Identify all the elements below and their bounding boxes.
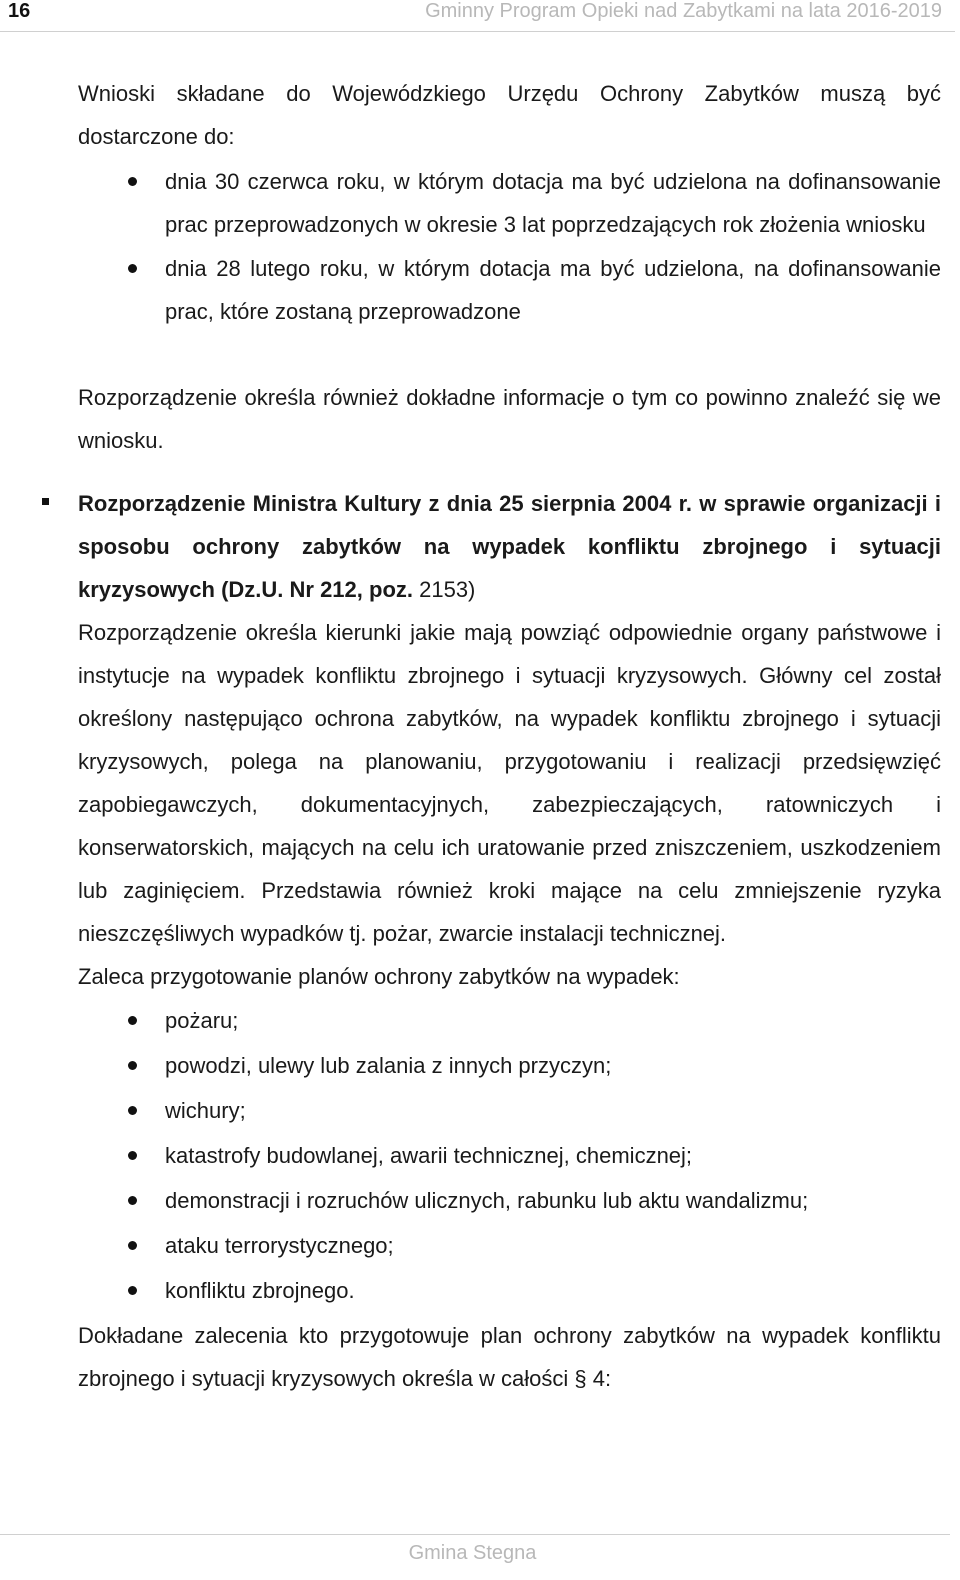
footer-text: Gmina Stegna [408,1542,537,1564]
closing-paragraph: Dokładane zalecenia kto przygotowuje plan ochrony zabytków na wypadek konfliktu zbrojnego i sytuacji kryzysowych określa w całości § 4: [78,1323,941,1391]
page-header [0,0,960,30]
deadline-item: dnia 28 lutego roku, w którym dotacja ma być udzielona, na dofinansowanie prac, które zostaną przeprowadzone [165,247,941,333]
footer-divider [0,1534,950,1535]
heading-tail-text: 2153) [413,577,476,602]
page-number: 16 [8,0,31,22]
threat-item: konfliktu zbrojnego. [165,1269,941,1313]
regulation-note: Rozporządzenie określa również dokładne informacje o tym co powinno znaleźć się we wniosku. [78,385,941,453]
header-divider [0,31,955,32]
square-bullet-icon [42,498,49,505]
threat-item: katastrofy budowlanej, awarii technicznej, chemicznej; [165,1134,941,1178]
header-title: Gminny Program Opieki nad Zabytkami na lata 2016-2019 [425,0,942,22]
regulation-section-heading [78,482,941,611]
plans-intro: Zaleca przygotowanie planów ochrony zabytków na wypadek: [78,964,680,989]
threat-list [78,999,941,1313]
intro-paragraph: Wnioski składane do Wojewódzkiego Urzędu Ochrony Zabytków muszą być dostarczone do: [78,81,941,149]
threat-item: demonstracji i rozruchów ulicznych, rabunku lub aktu wandalizmu; [165,1179,941,1223]
deadline-list [78,160,941,333]
section-body: Rozporządzenie określa kierunki jakie mają powziąć odpowiednie organy państwowe i instytucje na wypadek konfliktu zbrojnego i sytuacji kryzysowych. Główny cel został określony następująco ochrona zabytków, na wypadek konfliktu zbrojnego i sytuacji kryzysowych, polega na planowaniu, przygotowaniu i realizacji przedsięwzięć zapobiegawczych, dokumentacyjnych, zabezpieczających, ratowniczych i konserwatorskich, mających na celu ich uratowanie przed zniszczeniem, uszkodzeniem lub zaginięciem. Przedstawia również kroki mające na celu zmniejszenie ryzyka nieszczęśliwych wypadków tj. pożar, zwarcie instalacji technicznej. [78,620,941,946]
threat-item: powodzi, ulewy lub zalania z innych przyczyn; [165,1044,941,1088]
heading-bold-text: Rozporządzenie Ministra Kultury z dnia 25 sierpnia 2004 r. w sprawie organizacji i sposobu ochrony zabytków na wypadek konfliktu zbrojnego i sytuacji kryzysowych (Dz.U. Nr 212, poz. [78,491,941,602]
threat-item: pożaru; [165,999,941,1043]
threat-item: wichury; [165,1089,941,1133]
threat-item: ataku terrorystycznego; [165,1224,941,1268]
document-body [78,72,941,1400]
deadline-item: dnia 30 czerwca roku, w którym dotacja ma być udzielona na dofinansowanie prac przeprowadzonych w okresie 3 lat poprzedzających rok złożenia wniosku [165,160,941,246]
